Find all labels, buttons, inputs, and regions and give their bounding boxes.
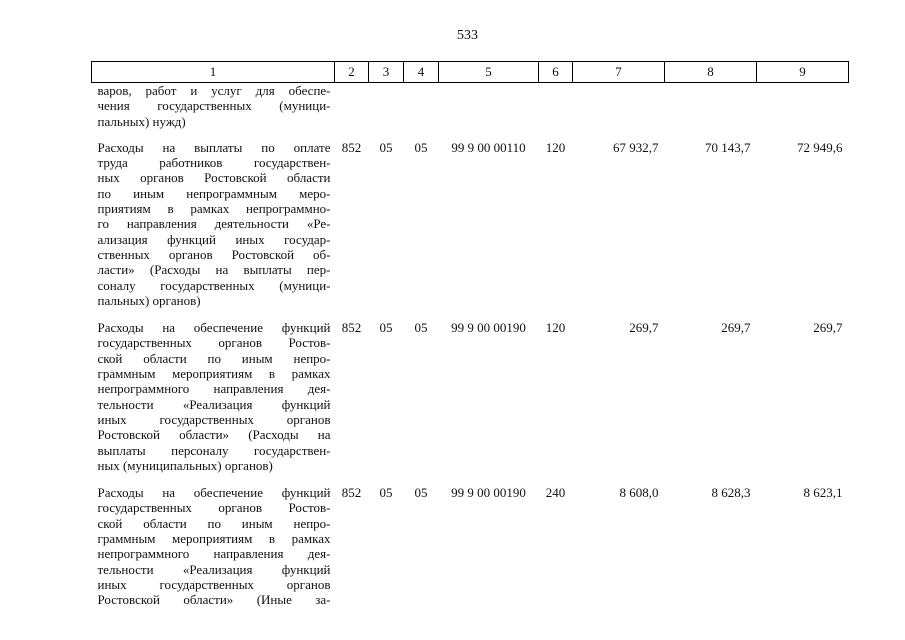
description-line: выплаты персоналу государствен- [97, 442, 331, 458]
table-row [92, 140, 849, 320]
table-row [92, 320, 849, 485]
description-line: Ростовской области» (Иные за- [97, 592, 331, 608]
column-header: 8 [665, 62, 757, 83]
description-line: соналу государственных (муници- [97, 277, 331, 293]
cell-target-article: 99 9 00 00190 [451, 485, 526, 501]
cell-subsection [404, 83, 439, 140]
description-line: тельности «Реализация функций [97, 561, 331, 577]
row-description [92, 485, 335, 619]
cell-subsection: 05 [414, 320, 428, 336]
column-header: 2 [335, 62, 369, 83]
description-line: граммным мероприятиям в рамках [97, 531, 331, 547]
description-line: ных органов Ростовской области [97, 170, 331, 186]
description-line: ласти» (Расходы на выплаты пер- [97, 262, 331, 278]
cell-expense-type: 120 [545, 139, 566, 155]
cell-amount-2 [665, 83, 757, 140]
description-line: го направления деятельности «Ре- [97, 216, 331, 232]
cell-ministry [335, 83, 369, 140]
column-header: 6 [539, 62, 573, 83]
cell-amount-2: 269,7 [721, 320, 751, 336]
cell-target-article [439, 83, 539, 140]
page-number: 533 [457, 28, 478, 43]
description-line: Расходы на обеспечение функций [97, 320, 331, 336]
cell-amount-1: 269,7 [629, 320, 659, 336]
description-line: ской области по иным непро- [97, 350, 331, 366]
row-description [92, 140, 335, 320]
description-line: непрограммного направления дея- [97, 546, 331, 562]
cell-amount-3: 8 623,1 [803, 485, 843, 501]
cell-expense-type: 240 [545, 485, 566, 501]
description-line: чения государственных (муници- [97, 98, 331, 114]
description-line: пальных) нужд) [97, 113, 186, 129]
description-line: ных (муниципальных) органов) [97, 457, 273, 473]
description-line: ализация функций иных государ- [97, 231, 331, 247]
description-line: пальных) органов) [97, 292, 201, 308]
cell-amount-1: 8 608,0 [619, 485, 659, 501]
description-line: непрограммного направления дея- [97, 381, 331, 397]
description-line: приятиям в рамках непрограммно- [97, 201, 331, 217]
description-line: государственных органов Ростов- [97, 335, 331, 351]
cell-amount-3: 269,7 [813, 320, 843, 336]
column-header: 9 [757, 62, 849, 83]
cell-expense-type: 120 [545, 320, 566, 336]
cell-amount-2: 70 143,7 [705, 139, 751, 155]
column-header: 5 [439, 62, 539, 83]
cell-ministry: 852 [341, 485, 362, 501]
cell-amount-3: 72 949,6 [797, 139, 843, 155]
cell-expense-type [539, 83, 573, 140]
cell-amount-3 [757, 83, 849, 140]
description-line: тельности «Реализация функций [97, 396, 331, 412]
row-description [92, 83, 335, 140]
cell-section: 05 [379, 320, 393, 336]
cell-subsection: 05 [414, 485, 428, 501]
description-line: ской области по иным непро- [97, 515, 331, 531]
table-row [92, 83, 849, 140]
description-line: иных государственных органов [97, 576, 331, 592]
column-header: 3 [369, 62, 404, 83]
column-header: 7 [573, 62, 665, 83]
table-row [92, 485, 849, 619]
description-line: Расходы на выплаты по оплате [97, 139, 331, 155]
column-header: 4 [404, 62, 439, 83]
description-line: ственных органов Ростовской об- [97, 246, 331, 262]
cell-subsection: 05 [414, 139, 428, 155]
cell-target-article: 99 9 00 00190 [451, 320, 526, 336]
cell-section [369, 83, 404, 140]
cell-amount-1: 67 932,7 [613, 139, 659, 155]
cell-target-article: 99 9 00 00110 [451, 139, 526, 155]
cell-ministry: 852 [341, 320, 362, 336]
cell-amount-2: 8 628,3 [711, 485, 751, 501]
budget-table [91, 61, 849, 620]
description-line: труда работников государствен- [97, 155, 331, 171]
description-line: по иным непрограммным меро- [97, 185, 331, 201]
description-line: государственных органов Ростов- [97, 500, 331, 516]
cell-amount-1 [573, 83, 665, 140]
cell-ministry: 852 [341, 139, 362, 155]
cell-section: 05 [379, 139, 393, 155]
description-line: иных государственных органов [97, 411, 331, 427]
cell-section: 05 [379, 485, 393, 501]
column-header: 1 [92, 62, 335, 83]
table-header-row [92, 62, 849, 83]
description-line: варов, работ и услуг для обеспе- [97, 83, 331, 98]
description-line: Расходы на обеспечение функций [97, 485, 331, 501]
row-description [92, 320, 335, 485]
description-line: граммным мероприятиям в рамках [97, 366, 331, 382]
description-line: Ростовской области» (Расходы на [97, 427, 331, 443]
